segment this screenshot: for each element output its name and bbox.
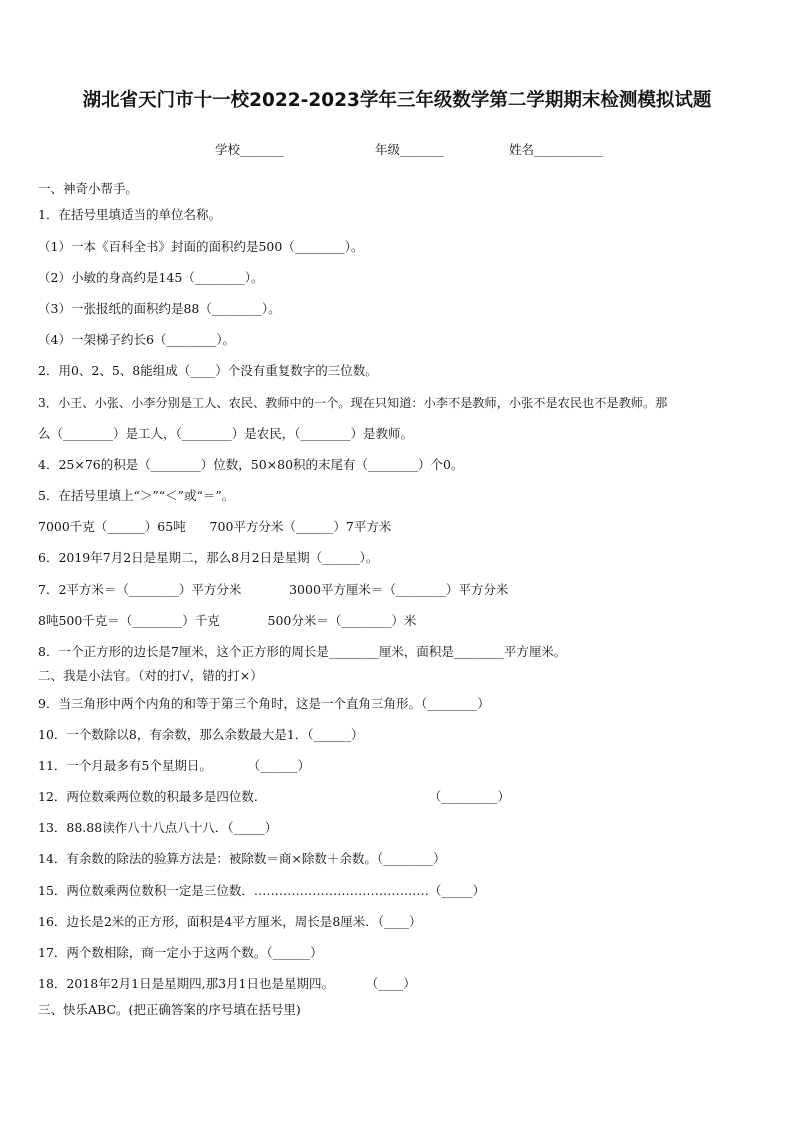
question-14: 14．有余数的除法的验算方法是：被除数＝商×除数＋余数。（________）: [38, 851, 446, 866]
question-5: 5．在括号里填上“＞”“＜”或“＝”。: [38, 488, 235, 503]
section-1-heading: 一、神奇小帮手。: [38, 181, 139, 196]
question-16: 16．边长是2米的正方形，面积是4平方厘米，周长是8厘米．（____）: [38, 914, 422, 929]
question-9: 9．当三角形中两个内角的和等于第三个角时，这是一个直角三角形。（________）: [38, 696, 490, 711]
question-3: 3．小王、小张、小李分别是工人、农民、教师中的一个。现在只知道：小李不是教师，小张不是农民也不是教师。那: [38, 396, 668, 410]
question-7-continued: 8吨500千克＝（________）千克 500分米＝（________）米: [38, 613, 417, 628]
question-1-part-3: （3）一张报纸的面积约是88（________）。: [38, 301, 281, 316]
question-1-part-1: （1）一本《百科全书》封面的面积约是500（________）。: [38, 239, 364, 254]
question-2: 2．用0、2、5、8能组成（____）个没有重复数字的三位数。: [38, 363, 378, 378]
name-field: 姓名___________: [509, 142, 603, 157]
school-field: 学校_______: [215, 142, 284, 157]
question-7: 7．2平方米＝（________）平方分米 3000平方厘米＝（________）平方分米: [38, 582, 509, 597]
question-11: 11．一个月最多有5个星期日。 （______）: [38, 758, 311, 773]
question-4: 4．25×76的积是（________）位数，50×80积的末尾有（________）个0。: [38, 457, 464, 472]
question-15: 15．两位数乘两位数积一定是三位数．……………………………………（_____）: [38, 883, 486, 898]
section-3-heading: 三、快乐ABC。(把正确答案的序号填在括号里): [38, 1002, 301, 1017]
question-18: 18．2018年2月1日是星期四,那3月1日也是星期四。 （____）: [38, 976, 416, 991]
question-6: 6．2019年7月2日是星期二，那么8月2日是星期（______）。: [38, 550, 379, 565]
question-8: 8．一个正方形的边长是7厘米，这个正方形的周长是________厘米，面积是________平方厘米。: [38, 644, 567, 659]
question-10: 10．一个数除以8，有余数，那么余数最大是1．（______）: [38, 727, 364, 742]
question-17: 17．两个数相除，商一定小于这两个数。（______）: [38, 945, 323, 960]
question-5-items: 7000千克（______）65吨 700平方分米（______）7平方米: [38, 519, 392, 534]
question-13: 13．88.88读作八十八点八十八．（_____）: [38, 820, 278, 835]
question-12: 12．两位数乘两位数的积最多是四位数. （_________）: [38, 789, 510, 804]
question-1-part-2: （2）小敏的身高约是145（________）。: [38, 270, 264, 285]
question-1: 1．在括号里填适当的单位名称。: [38, 207, 221, 222]
question-3-continued: 么（________）是工人，（________）是农民，（________）是教师。: [38, 426, 414, 441]
section-2-heading: 二、我是小法官。（对的打√，错的打×）: [38, 668, 263, 683]
question-1-part-4: （4）一架梯子约长6（________）。: [38, 332, 236, 347]
page-title: 湖北省天门市十一校2022-2023学年三年级数学第二学期期末检测模拟试题: [82, 90, 712, 111]
grade-field: 年级_______: [375, 142, 444, 157]
